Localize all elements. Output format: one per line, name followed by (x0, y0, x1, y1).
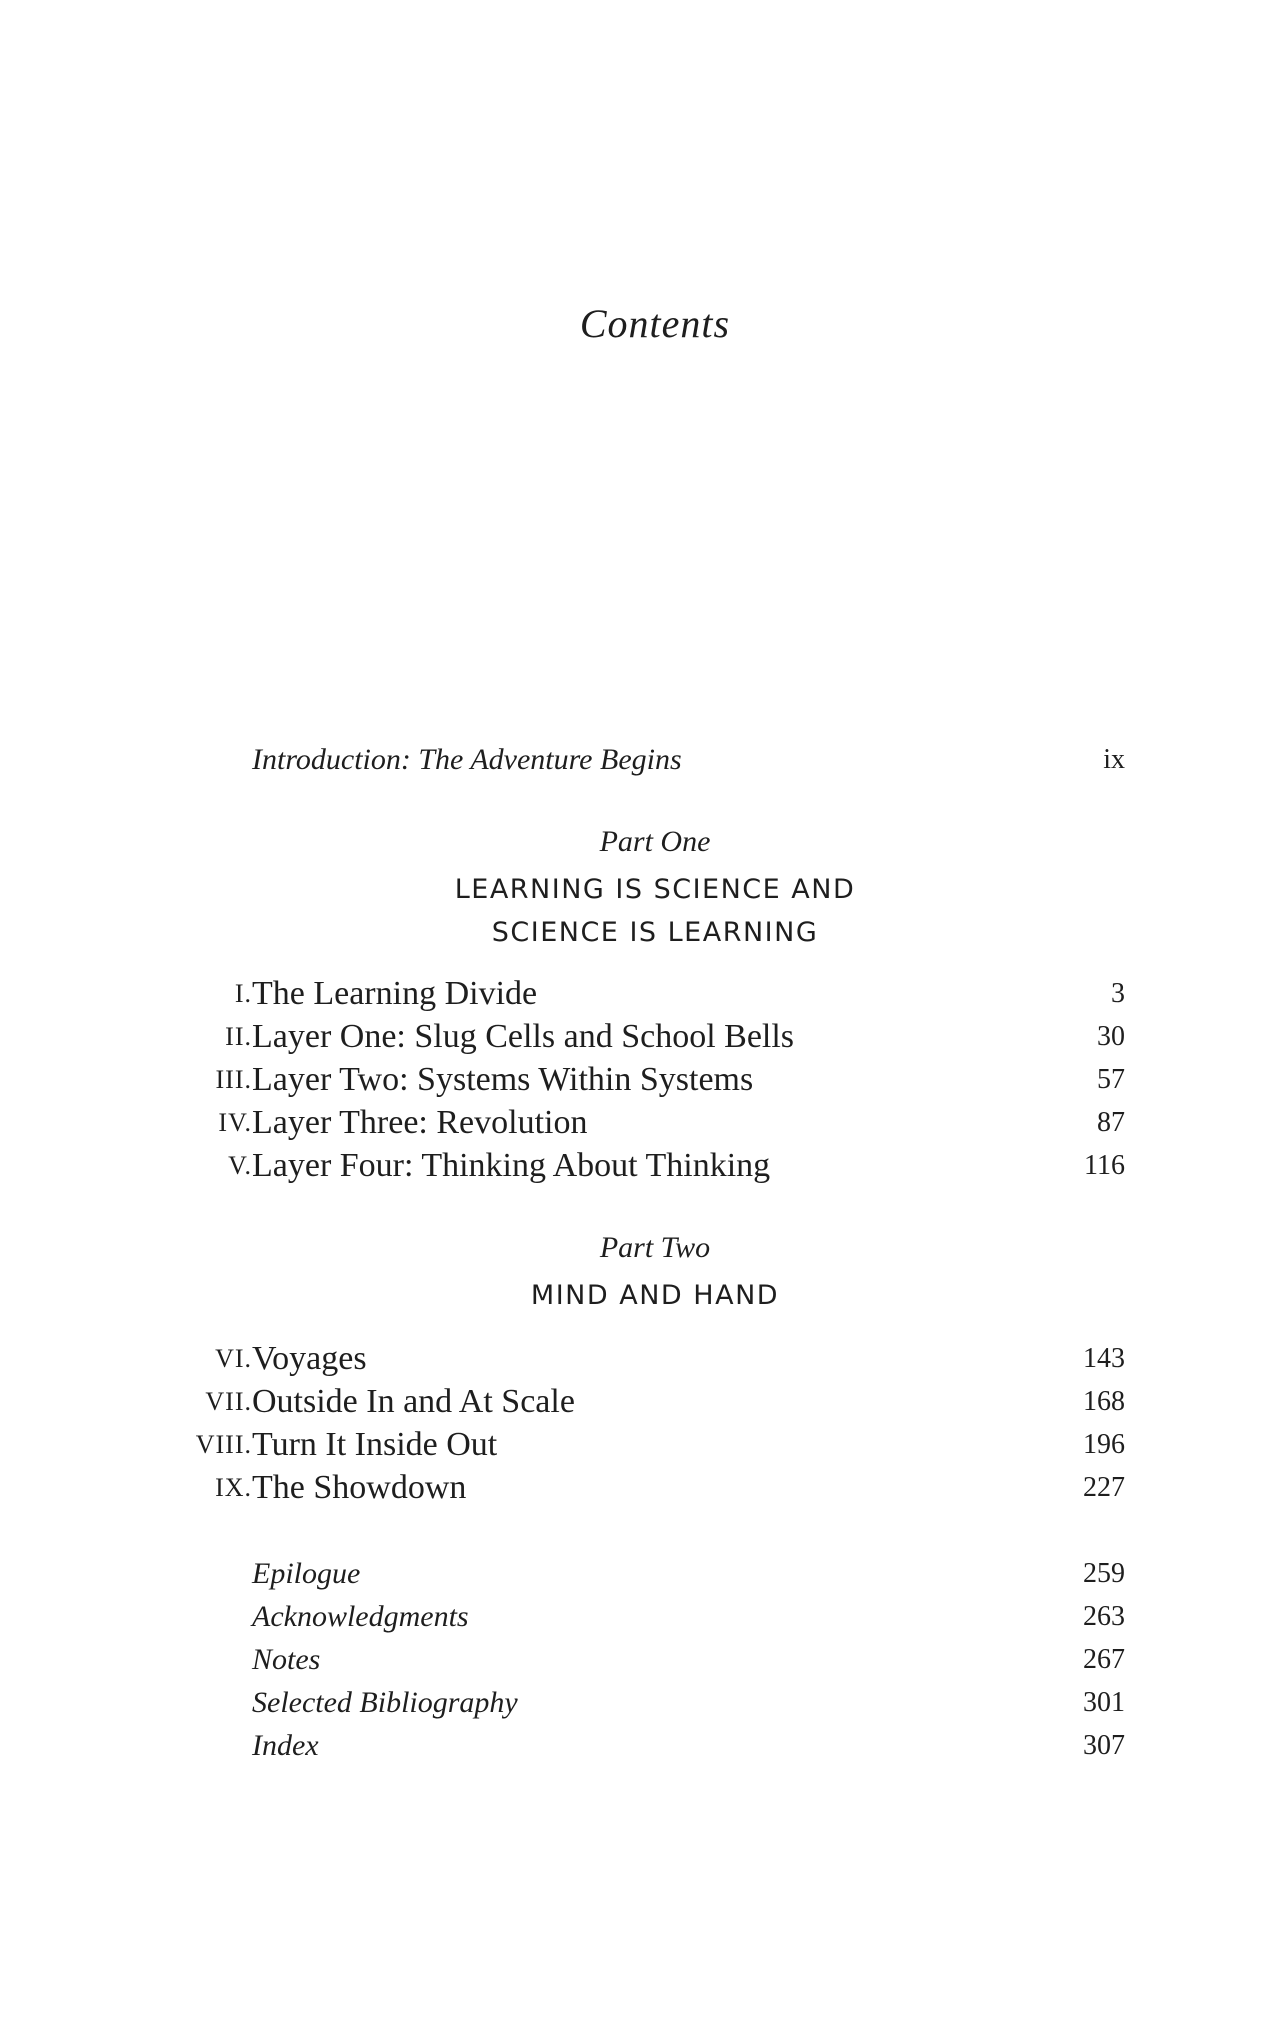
toc-entry-chapter-8[interactable] (0, 1423, 1275, 1467)
chapter-title: Turn It Inside Out (252, 1426, 498, 1463)
entry-title: Notes (252, 1643, 321, 1676)
entry-page-number: 3 (1111, 978, 1125, 1009)
entry-page-number: ix (1103, 744, 1125, 775)
toc-entry-chapter-2[interactable] (0, 1015, 1275, 1059)
chapter-number: III. (215, 1065, 252, 1094)
entry-title: Acknowledgments (252, 1600, 469, 1633)
entry-page-number: 301 (1083, 1687, 1125, 1718)
entry-page-number: 87 (1097, 1107, 1125, 1138)
chapter-number: VI. (215, 1344, 252, 1373)
chapter-number: VIII. (195, 1430, 252, 1459)
entry-page-number: 227 (1083, 1472, 1125, 1503)
part-two-label: Part Two (599, 1231, 711, 1264)
entry-page-number: 168 (1083, 1386, 1125, 1417)
toc-entry-chapter-6[interactable] (0, 1337, 1275, 1381)
chapter-number: IV. (218, 1108, 252, 1137)
entry-page-number: 196 (1083, 1429, 1125, 1460)
chapter-title: Outside In and At Scale (252, 1383, 575, 1420)
part-one-heading (0, 868, 1275, 954)
chapter-title: Layer Two: Systems Within Systems (252, 1061, 754, 1098)
entry-page-number: 30 (1097, 1021, 1125, 1052)
entry-page-number: 143 (1083, 1343, 1125, 1374)
toc-entry-notes[interactable] (0, 1638, 1275, 1682)
toc-entry-introduction[interactable] (0, 738, 1275, 782)
entry-title: Selected Bibliography (252, 1686, 518, 1719)
chapter-title: Layer Three: Revolution (252, 1104, 588, 1141)
entry-page-number: 57 (1097, 1064, 1125, 1095)
toc-entry-chapter-1[interactable] (0, 972, 1275, 1016)
toc-entry-chapter-4[interactable] (0, 1101, 1275, 1145)
chapter-number: VII. (205, 1387, 252, 1416)
entry-title: Epilogue (252, 1557, 361, 1590)
chapter-number: I. (234, 979, 252, 1008)
chapter-number: II. (225, 1022, 252, 1051)
toc-entry-chapter-7[interactable] (0, 1380, 1275, 1424)
chapter-title: Voyages (252, 1340, 367, 1377)
part-one-label: Part One (599, 825, 711, 858)
toc-entry-epilogue[interactable] (0, 1552, 1275, 1596)
entry-page-number: 259 (1083, 1558, 1125, 1589)
chapter-title: Layer One: Slug Cells and School Bells (252, 1018, 795, 1055)
chapter-title: The Learning Divide (252, 975, 538, 1012)
part-one-heading-line-2: SCIENCE IS LEARNING (491, 917, 819, 948)
entry-page-number: 263 (1083, 1601, 1125, 1632)
toc-entry-chapter-5[interactable] (0, 1144, 1275, 1188)
toc-entry-index[interactable] (0, 1724, 1275, 1768)
entry-page-number: 267 (1083, 1644, 1125, 1675)
page-title: Contents (579, 301, 731, 346)
entry-page-number: 307 (1083, 1730, 1125, 1761)
entry-title: Introduction: The Adventure Begins (252, 743, 682, 776)
part-two-heading: MIND AND HAND (530, 1280, 780, 1311)
part-one-heading-line-1: LEARNING IS SCIENCE AND (454, 874, 856, 905)
toc-entry-acknowledgments[interactable] (0, 1595, 1275, 1639)
entry-page-number: 116 (1084, 1150, 1125, 1181)
chapter-number: IX. (215, 1473, 252, 1502)
toc-entry-chapter-3[interactable] (0, 1058, 1275, 1102)
toc-entry-selected-bibliography[interactable] (0, 1681, 1275, 1725)
chapter-title: The Showdown (252, 1469, 467, 1506)
chapter-number: V. (228, 1151, 252, 1180)
entry-title: Index (252, 1729, 319, 1762)
chapter-title: Layer Four: Thinking About Thinking (252, 1147, 771, 1184)
toc-entry-chapter-9[interactable] (0, 1466, 1275, 1510)
